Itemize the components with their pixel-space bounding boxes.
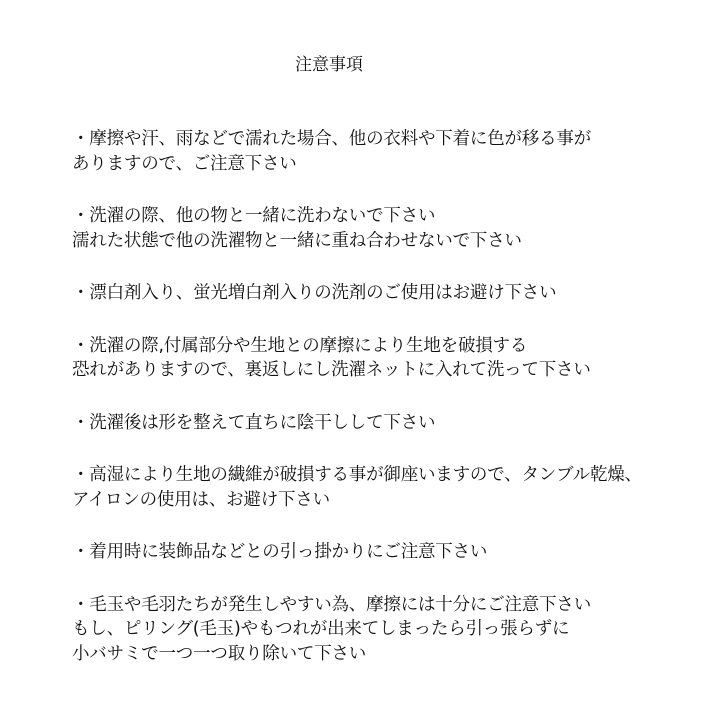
note-line: 恐れがありますので、裏返しにし洗濯ネットに入れて洗って下さい xyxy=(72,360,591,380)
note-line: ・毛玉や毛羽たちが発生しやすい為、摩擦には十分にご注意下さい xyxy=(72,594,591,615)
note-item xyxy=(72,463,702,512)
note-item xyxy=(72,593,702,667)
note-line: ・洗濯後は形を整えて直ちに陰干しして下さい xyxy=(72,412,436,433)
note-line: アイロンの使用は、お避け下さい xyxy=(72,489,330,510)
page-title: 注意事項 xyxy=(295,55,363,75)
note-line: 小バサミで一つ一つ取り除いて下さい xyxy=(72,643,367,664)
note-item xyxy=(72,411,702,436)
note-line: ・洗濯の際,付属部分や生地との摩擦により生地を破損する xyxy=(72,335,528,356)
note-item xyxy=(72,281,702,306)
note-item xyxy=(72,334,702,383)
note-line: もし、ピリング(毛玉)やもつれが出来てしまったら引っ張らずに xyxy=(72,619,570,639)
note-line: ・洗濯の際、他の物と一緒に洗わないで下さい xyxy=(72,206,436,226)
note-line: 濡れた状態で他の洗濯物と一緒に重ね合わせないで下さい xyxy=(72,230,522,251)
note-line: ・着用時に装飾品などとの引っ掛かりにご注意下さい xyxy=(72,542,488,562)
note-line: ・漂白剤入り、蛍光増白剤入りの洗剤のご使用はお避け下さい xyxy=(72,283,557,303)
note-line: ありますので、ご注意下さい xyxy=(72,153,297,174)
notes-list xyxy=(72,127,702,694)
note-line: ・摩擦や汗、雨などで濡れた場合、他の衣料や下着に色が移る事が xyxy=(72,129,591,149)
note-line: ・高湿により生地の繊維が破損する事が御座いますので、タンブル乾燥、 xyxy=(72,465,642,485)
note-item xyxy=(72,127,702,176)
note-item xyxy=(72,540,702,565)
note-item xyxy=(72,204,702,253)
